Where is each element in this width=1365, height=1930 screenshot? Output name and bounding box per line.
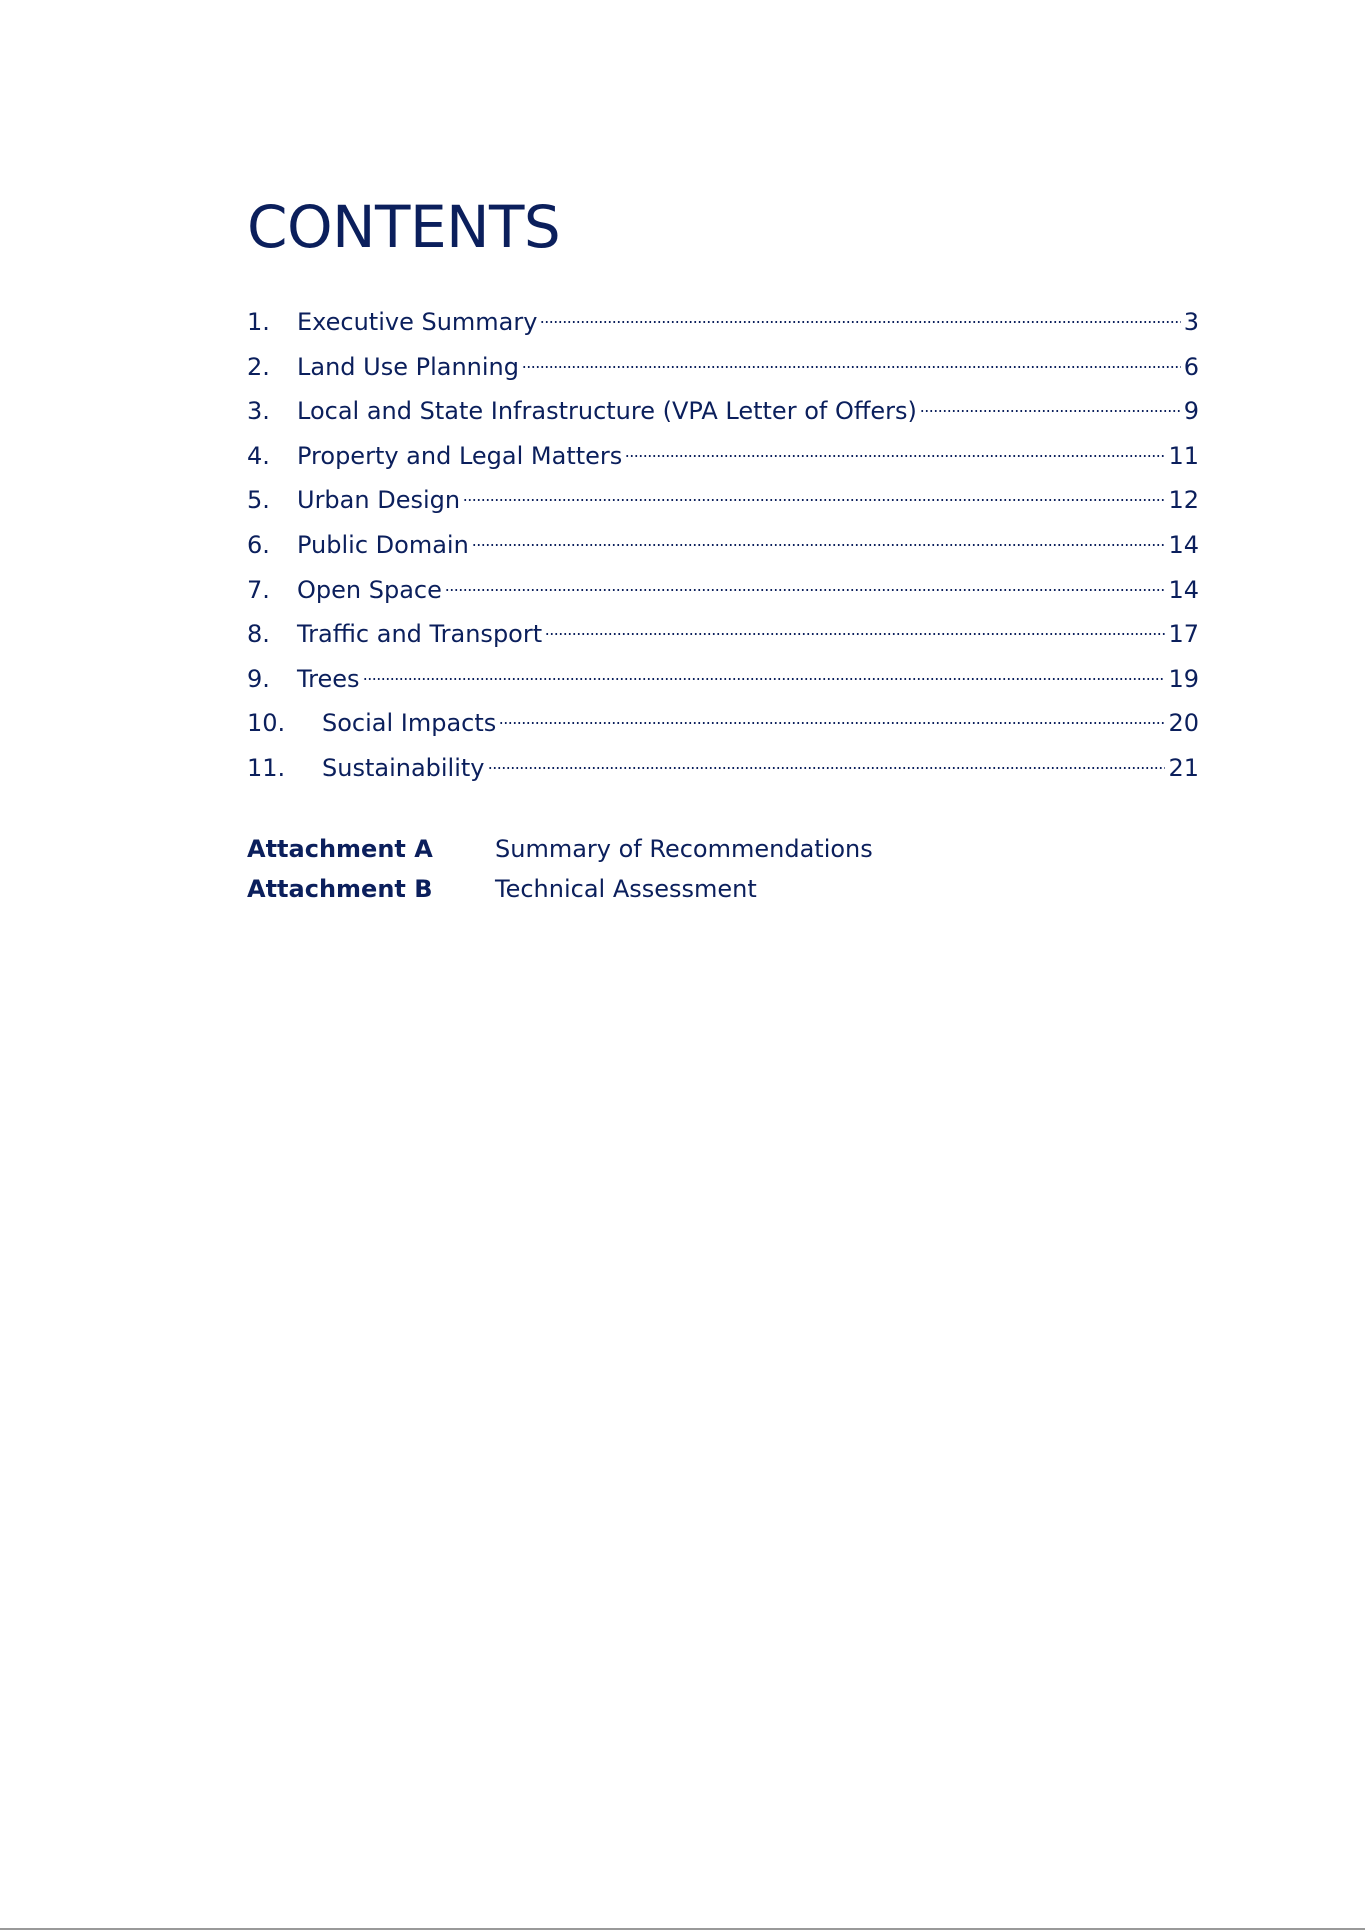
toc-number: 7. — [247, 575, 270, 604]
dot-leader — [445, 588, 1166, 592]
toc-page-number: 3 — [1183, 308, 1199, 336]
attachment-label: Attachment A — [247, 835, 433, 863]
attachment-description: Technical Assessment — [495, 875, 757, 903]
toc-title: Land Use Planning — [297, 352, 519, 381]
toc-number: 2. — [247, 352, 270, 381]
toc-title: Open Space — [297, 575, 442, 604]
toc-page-number: 11 — [1168, 441, 1199, 470]
dot-leader — [472, 543, 1166, 547]
attachments-list — [247, 829, 873, 909]
toc-title: Local and State Infrastructure (VPA Letter of Offers) — [297, 397, 917, 426]
dot-leader — [488, 766, 1166, 770]
toc-number: 9. — [247, 664, 270, 693]
toc-entry-land-use-planning[interactable] — [247, 345, 1199, 390]
attachment-b[interactable] — [247, 869, 873, 909]
toc-title: Traffic and Transport — [297, 620, 543, 649]
attachment-a[interactable] — [247, 829, 873, 869]
toc-number: 4. — [247, 441, 270, 470]
toc-page-number: 14 — [1168, 530, 1199, 559]
toc-title: Sustainability — [322, 753, 485, 782]
toc-number: 3. — [247, 397, 270, 426]
toc-page-number: 20 — [1168, 709, 1199, 738]
toc-entry-open-space[interactable] — [247, 568, 1199, 613]
toc-number: 6. — [247, 530, 270, 559]
table-of-contents — [247, 300, 1199, 791]
toc-entry-executive-summary[interactable] — [247, 300, 1199, 345]
toc-page-number: 19 — [1168, 664, 1199, 693]
dot-leader — [363, 677, 1166, 681]
toc-entry-trees[interactable] — [247, 657, 1199, 702]
toc-page-number: 9 — [1183, 397, 1199, 426]
toc-title: Social Impacts — [322, 709, 497, 738]
toc-entry-infrastructure[interactable] — [247, 389, 1199, 434]
dot-leader — [463, 498, 1165, 502]
dot-leader — [522, 365, 1181, 369]
toc-page-number: 21 — [1168, 753, 1199, 782]
toc-number: 1. — [247, 308, 270, 336]
toc-title: Trees — [297, 664, 360, 693]
attachment-label: Attachment B — [247, 875, 433, 903]
toc-number: 5. — [247, 486, 270, 515]
attachment-description: Summary of Recommendations — [495, 835, 873, 863]
dot-leader — [499, 721, 1165, 725]
toc-entry-traffic-transport[interactable] — [247, 612, 1199, 657]
toc-number: 8. — [247, 620, 270, 649]
dot-leader — [540, 320, 1180, 324]
dot-leader — [545, 632, 1165, 636]
dot-leader — [920, 409, 1181, 413]
toc-entry-sustainability[interactable] — [247, 746, 1199, 791]
toc-page-number: 6 — [1183, 352, 1199, 381]
toc-title: Public Domain — [297, 530, 469, 559]
toc-title: Urban Design — [297, 486, 461, 515]
toc-title: Executive Summary — [297, 308, 538, 336]
toc-entry-urban-design[interactable] — [247, 478, 1199, 523]
toc-number: 10. — [247, 709, 286, 738]
toc-number: 11. — [247, 753, 286, 782]
page-title: CONTENTS — [247, 193, 561, 261]
toc-page-number: 12 — [1168, 486, 1199, 515]
dot-leader — [625, 454, 1165, 458]
toc-page-number: 17 — [1168, 620, 1199, 649]
toc-entry-public-domain[interactable] — [247, 523, 1199, 568]
toc-page-number: 14 — [1168, 575, 1199, 604]
toc-entry-social-impacts[interactable] — [247, 701, 1199, 746]
toc-entry-property-legal[interactable] — [247, 434, 1199, 479]
toc-title: Property and Legal Matters — [297, 441, 623, 470]
